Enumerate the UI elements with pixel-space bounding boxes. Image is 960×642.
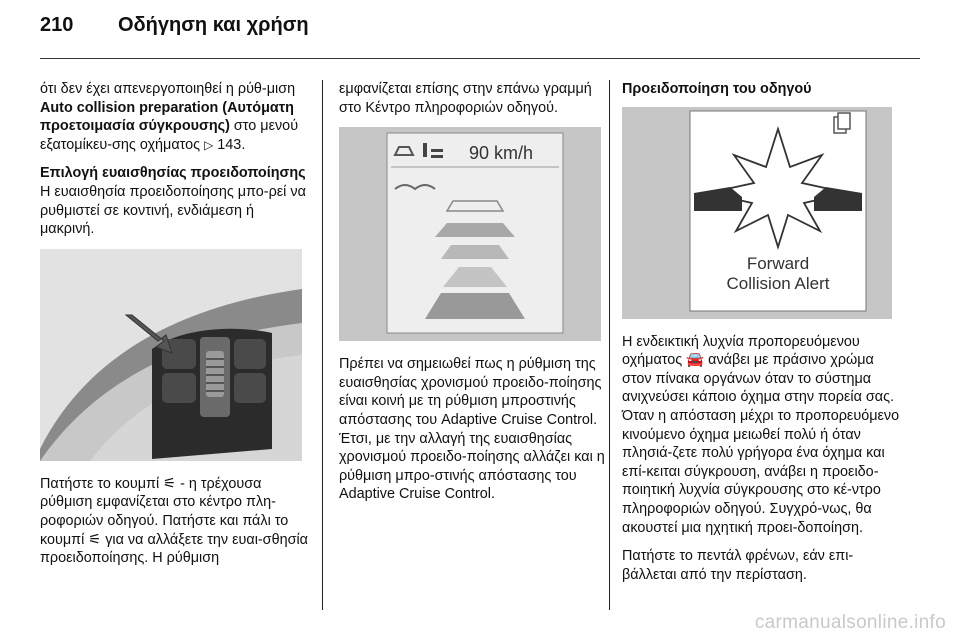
watermark: carmanualsonline.info	[754, 612, 946, 633]
section-heading: Επιλογή ευαισθησίας προειδοποίησης	[40, 165, 306, 182]
paragraph: Η ενδεικτική λυχνία προπορευόμενου οχήματος 🚘 ανάβει με πράσινο χρώμα στον πίνακα οργάνων όταν το σύστημα ανιχνεύσει κάποιο όχημα στην πορεία σας. Όταν η απόσταση μέχρι το προπορευόμενο κινούμενο όχημα μειωθεί πολύ ή όταν πλησιά-ζετε πολύ γρήγορα ένα όχημα και επί-κειται σύγκρουση, ανάβει η προειδο-ποιητική λυχνία σύγκρουσης στο κέ-ντρο πληροφοριών οδηγού. Συγχρό-νως, θα ακουστεί μια ηχητική προει-δοποίηση.	[622, 333, 900, 536]
header-rule	[40, 58, 920, 59]
paragraph: εμφανίζεται επίσης στην επάνω γραμμή στο Κέντρο πληροφοριών οδηγού.	[339, 81, 592, 116]
page-reference-arrow-icon: ▷	[204, 137, 214, 152]
steering-wheel-figure	[40, 249, 310, 461]
sensitivity-button-icon: ⚟	[88, 531, 102, 548]
column-2	[339, 80, 609, 514]
paragraph: Πατήστε το κουμπί ⚟ - η τρέχουσα ρύθμιση εμφανίζεται στο κέντρο πλη-ροφοριών οδηγού. Πατήστε και πάλι το κουμπί ⚟ για να αλλάξετε την ευαι-σθησία προειδοποίησης. Η ρύθμιση	[40, 475, 308, 567]
paragraph: ότι δεν έχει απενεργοποιηθεί η ρύθ-μιση Auto collision preparation (Αυτόματη προετοιμασία σύγκρουσης) στο μενού εξατομίκευ-σης οχήματος ▷ 143.	[40, 81, 299, 153]
sensitivity-button-icon: ⚟	[163, 475, 177, 492]
alert-text-line1: Forward	[746, 253, 810, 273]
column-1	[40, 80, 310, 578]
paragraph: Η ευαισθησία προειδοποίησης μπο-ρεί να ρυθμιστεί σε κοντινή, ενδιάμεση ή μακρινή.	[40, 183, 306, 238]
driver-display-figure	[339, 127, 609, 341]
column-divider	[322, 80, 323, 610]
vehicle-ahead-icon: 🚘	[686, 352, 705, 369]
menu-setting-name: Auto collision preparation (Αυτόματη προετοιμασία σύγκρουσης)	[40, 99, 294, 135]
page-header	[40, 14, 309, 44]
collision-alert-figure	[622, 107, 906, 319]
speed-readout: 90 km/h	[469, 143, 534, 164]
section-heading: Προειδοποίηση του οδηγού	[622, 81, 812, 97]
column-3	[622, 80, 906, 594]
paragraph: Πατήστε το πεντάλ φρένων, εάν επι-βάλλεται από την περίσταση.	[622, 548, 854, 583]
page-title: Οδήγηση και χρήση	[118, 14, 309, 36]
alert-text-line2: Collision Alert	[726, 273, 830, 293]
paragraph: Πρέπει να σημειωθεί πως η ρύθμιση της ευαισθησίας χρονισμού προειδο-ποίησης είναι κοινή με τη ρύθμιση μπροστινής απόστασης του Adaptive Cruise Control. Έτσι, με την αλλαγή της ευαισθησίας χρονισμού προειδο-ποίησης αλλάζει και η ρύθμιση μπρο-στινής απόστασης του Adaptive Cruise Control.	[339, 356, 605, 503]
page-number: 210	[40, 14, 74, 36]
column-divider	[609, 80, 610, 610]
page-reference[interactable]: 143	[217, 136, 242, 153]
